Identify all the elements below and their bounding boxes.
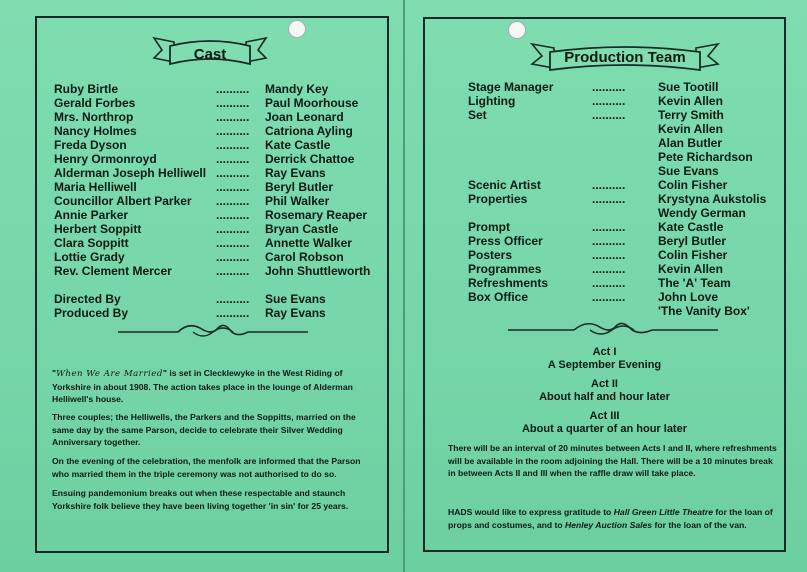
thanks-text: HADS would like to express gratitude to bbox=[448, 507, 614, 517]
team-person: 'The Vanity Box' bbox=[658, 304, 750, 318]
leader-dots: .......... bbox=[592, 80, 626, 94]
team-person: Colin Fisher bbox=[658, 178, 728, 192]
team-person: Terry Smith bbox=[658, 108, 724, 122]
cast-actor: Beryl Butler bbox=[265, 180, 334, 194]
team-role: Properties bbox=[468, 192, 528, 206]
team-person: Beryl Butler bbox=[658, 234, 727, 248]
cast-actor: Derrick Chattoe bbox=[265, 152, 355, 166]
leader-dots: .......... bbox=[592, 248, 626, 262]
flourish-ornament-icon bbox=[508, 318, 718, 340]
credit-role: Produced By bbox=[54, 306, 129, 320]
punch-hole bbox=[508, 21, 526, 39]
leader-dots: .......... bbox=[216, 138, 250, 152]
act-name: Act I bbox=[592, 346, 617, 358]
thanks-sponsor: Henley Auction Sales bbox=[565, 519, 653, 530]
cast-role: Henry Ormonroyd bbox=[54, 152, 157, 166]
leader-dots: .......... bbox=[216, 236, 250, 250]
leader-dots: .......... bbox=[216, 264, 250, 278]
team-person: Kevin Allen bbox=[658, 94, 723, 108]
leader-dots: .......... bbox=[216, 180, 250, 194]
leader-dots: .......... bbox=[592, 220, 626, 234]
cast-actor: Joan Leonard bbox=[265, 110, 344, 124]
team-person: Kevin Allen bbox=[658, 122, 723, 136]
cast-actor: Rosemary Reaper bbox=[265, 208, 368, 222]
synopsis-paragraph-3: On the evening of the celebration, the menfolk are informed that the Parson who married them in the triple ceremony was not authorised to do so. bbox=[52, 456, 361, 479]
leader-dots: .......... bbox=[592, 276, 626, 290]
page-fold bbox=[403, 0, 405, 572]
team-person: Colin Fisher bbox=[658, 248, 728, 262]
thanks-text: for the loan of the van. bbox=[652, 519, 747, 530]
team-person: Alan Butler bbox=[658, 136, 723, 150]
cast-role: Mrs. Northrop bbox=[54, 110, 134, 124]
leader-dots: .......... bbox=[592, 94, 626, 108]
team-role: Press Officer bbox=[468, 234, 543, 248]
cast-actor: Phil Walker bbox=[265, 194, 330, 208]
credit-role: Directed By bbox=[54, 292, 121, 306]
team-role: Scenic Artist bbox=[468, 178, 541, 192]
team-role: Stage Manager bbox=[468, 80, 554, 94]
team-person: Sue Tootill bbox=[658, 80, 719, 94]
cast-role: Gerald Forbes bbox=[54, 96, 136, 110]
production-team-heading: Production Team bbox=[564, 49, 686, 66]
cast-actor: Annette Walker bbox=[265, 236, 352, 250]
act-name: Act III bbox=[589, 410, 620, 422]
cast-actor: Kate Castle bbox=[265, 138, 331, 152]
leader-dots: .......... bbox=[592, 192, 626, 206]
team-person: Kevin Allen bbox=[658, 262, 723, 276]
team-person: Krystyna Aukstolis bbox=[658, 192, 767, 206]
cast-role: Herbert Soppitt bbox=[54, 222, 142, 236]
team-person: Wendy German bbox=[658, 206, 746, 220]
cast-banner bbox=[150, 28, 270, 70]
credit-person: Sue Evans bbox=[265, 292, 326, 306]
cast-role: Lottie Grady bbox=[54, 250, 125, 264]
cast-actor: Bryan Castle bbox=[265, 222, 339, 236]
leader-dots: .......... bbox=[216, 82, 250, 96]
team-role: Prompt bbox=[468, 220, 510, 234]
synopsis-paragraph-4: Ensuing pandemonium breaks out when these respectable and staunch Yorkshire folk believe they have been living together 'in sin' for 25 years. bbox=[52, 488, 349, 511]
cast-actor: Ray Evans bbox=[265, 166, 326, 180]
cast-heading: Cast bbox=[193, 46, 227, 63]
cast-role: Rev. Clement Mercer bbox=[54, 264, 172, 278]
leader-dots: .......... bbox=[216, 208, 250, 222]
thanks-venue: Hall Green Little Theatre bbox=[613, 507, 714, 517]
team-person: The 'A' Team bbox=[658, 276, 731, 290]
leader-dots: .......... bbox=[216, 250, 250, 264]
leader-dots: .......... bbox=[592, 234, 626, 248]
leader-dots: .......... bbox=[592, 262, 626, 276]
leader-dots: .......... bbox=[592, 290, 626, 304]
cast-role: Alderman Joseph Helliwell bbox=[54, 166, 207, 180]
punch-hole bbox=[288, 20, 306, 38]
cast-role: Clara Soppitt bbox=[54, 236, 129, 250]
leader-dots: .......... bbox=[216, 96, 250, 110]
cast-actor: Carol Robson bbox=[265, 250, 344, 264]
team-role: Box Office bbox=[468, 290, 529, 304]
flourish-ornament-icon bbox=[118, 320, 308, 342]
team-role: Posters bbox=[468, 248, 513, 262]
cast-actor: Paul Moorhouse bbox=[265, 96, 359, 110]
leader-dots: .......... bbox=[216, 110, 250, 124]
production-team-banner bbox=[530, 34, 720, 76]
cast-role: Ruby Birtle bbox=[54, 82, 119, 96]
team-role: Refreshments bbox=[468, 276, 549, 290]
leader-dots: .......... bbox=[592, 178, 626, 192]
leader-dots: .......... bbox=[592, 108, 626, 122]
team-person: Sue Evans bbox=[658, 164, 719, 178]
act-description: About half and hour later bbox=[539, 391, 670, 403]
interval-note: There will be an interval of 20 minutes between Acts I and II, where refreshments will be available in the room adjoining the Hall. There will be a 10 minutes break in between Acts II and III when the raffle draw will take place. bbox=[448, 443, 777, 478]
team-role: Set bbox=[468, 108, 487, 122]
act-name: Act II bbox=[591, 378, 618, 390]
synopsis-text: is set in Clecklewyke in the West Riding of Yorkshire in about 1908. The action takes place in the lounge of Alderman Helliwell's house. bbox=[52, 368, 353, 404]
cast-role: Maria Helliwell bbox=[54, 180, 137, 194]
cast-role: Councillor Albert Parker bbox=[54, 194, 192, 208]
team-role: Programmes bbox=[468, 262, 542, 276]
team-person: John Love bbox=[658, 290, 719, 304]
cast-actor: Mandy Key bbox=[265, 82, 329, 96]
credit-person: Ray Evans bbox=[265, 306, 326, 320]
leader-dots: .......... bbox=[216, 306, 250, 320]
leader-dots: .......... bbox=[216, 194, 250, 208]
cast-actor: John Shuttleworth bbox=[265, 264, 371, 278]
play-title: When We Are Married bbox=[56, 369, 163, 379]
thanks-note bbox=[448, 506, 778, 531]
synopsis-paragraph-2: Three couples; the Helliwells, the Parkers and the Soppitts, married on the same day by the same Parson, decide to celebrate their Silver Wedding Anniversary together. bbox=[52, 412, 356, 447]
team-person: Pete Richardson bbox=[658, 150, 753, 164]
cast-role: Nancy Holmes bbox=[54, 124, 137, 138]
leader-dots: .......... bbox=[216, 124, 250, 138]
cast-actor: Catriona Ayling bbox=[265, 124, 353, 138]
leader-dots: .......... bbox=[216, 152, 250, 166]
thanks-text: for the loan of props and costumes, and to bbox=[448, 507, 773, 530]
team-role: Lighting bbox=[468, 94, 516, 108]
act-description: About a quarter of an hour later bbox=[521, 423, 687, 435]
leader-dots: .......... bbox=[216, 292, 250, 306]
act-description: A September Evening bbox=[547, 359, 662, 371]
cast-role: Annie Parker bbox=[54, 208, 129, 222]
cast-role: Freda Dyson bbox=[54, 138, 127, 152]
leader-dots: .......... bbox=[216, 166, 250, 180]
leader-dots: .......... bbox=[216, 222, 250, 236]
synopsis-paragraph-1: "When We Are Married" is set in Clecklewyke in the West Riding of Yorkshire in about 1908. The action takes place in the lounge of Alderman Helliwell's house. bbox=[52, 368, 353, 404]
team-person: Kate Castle bbox=[658, 220, 724, 234]
